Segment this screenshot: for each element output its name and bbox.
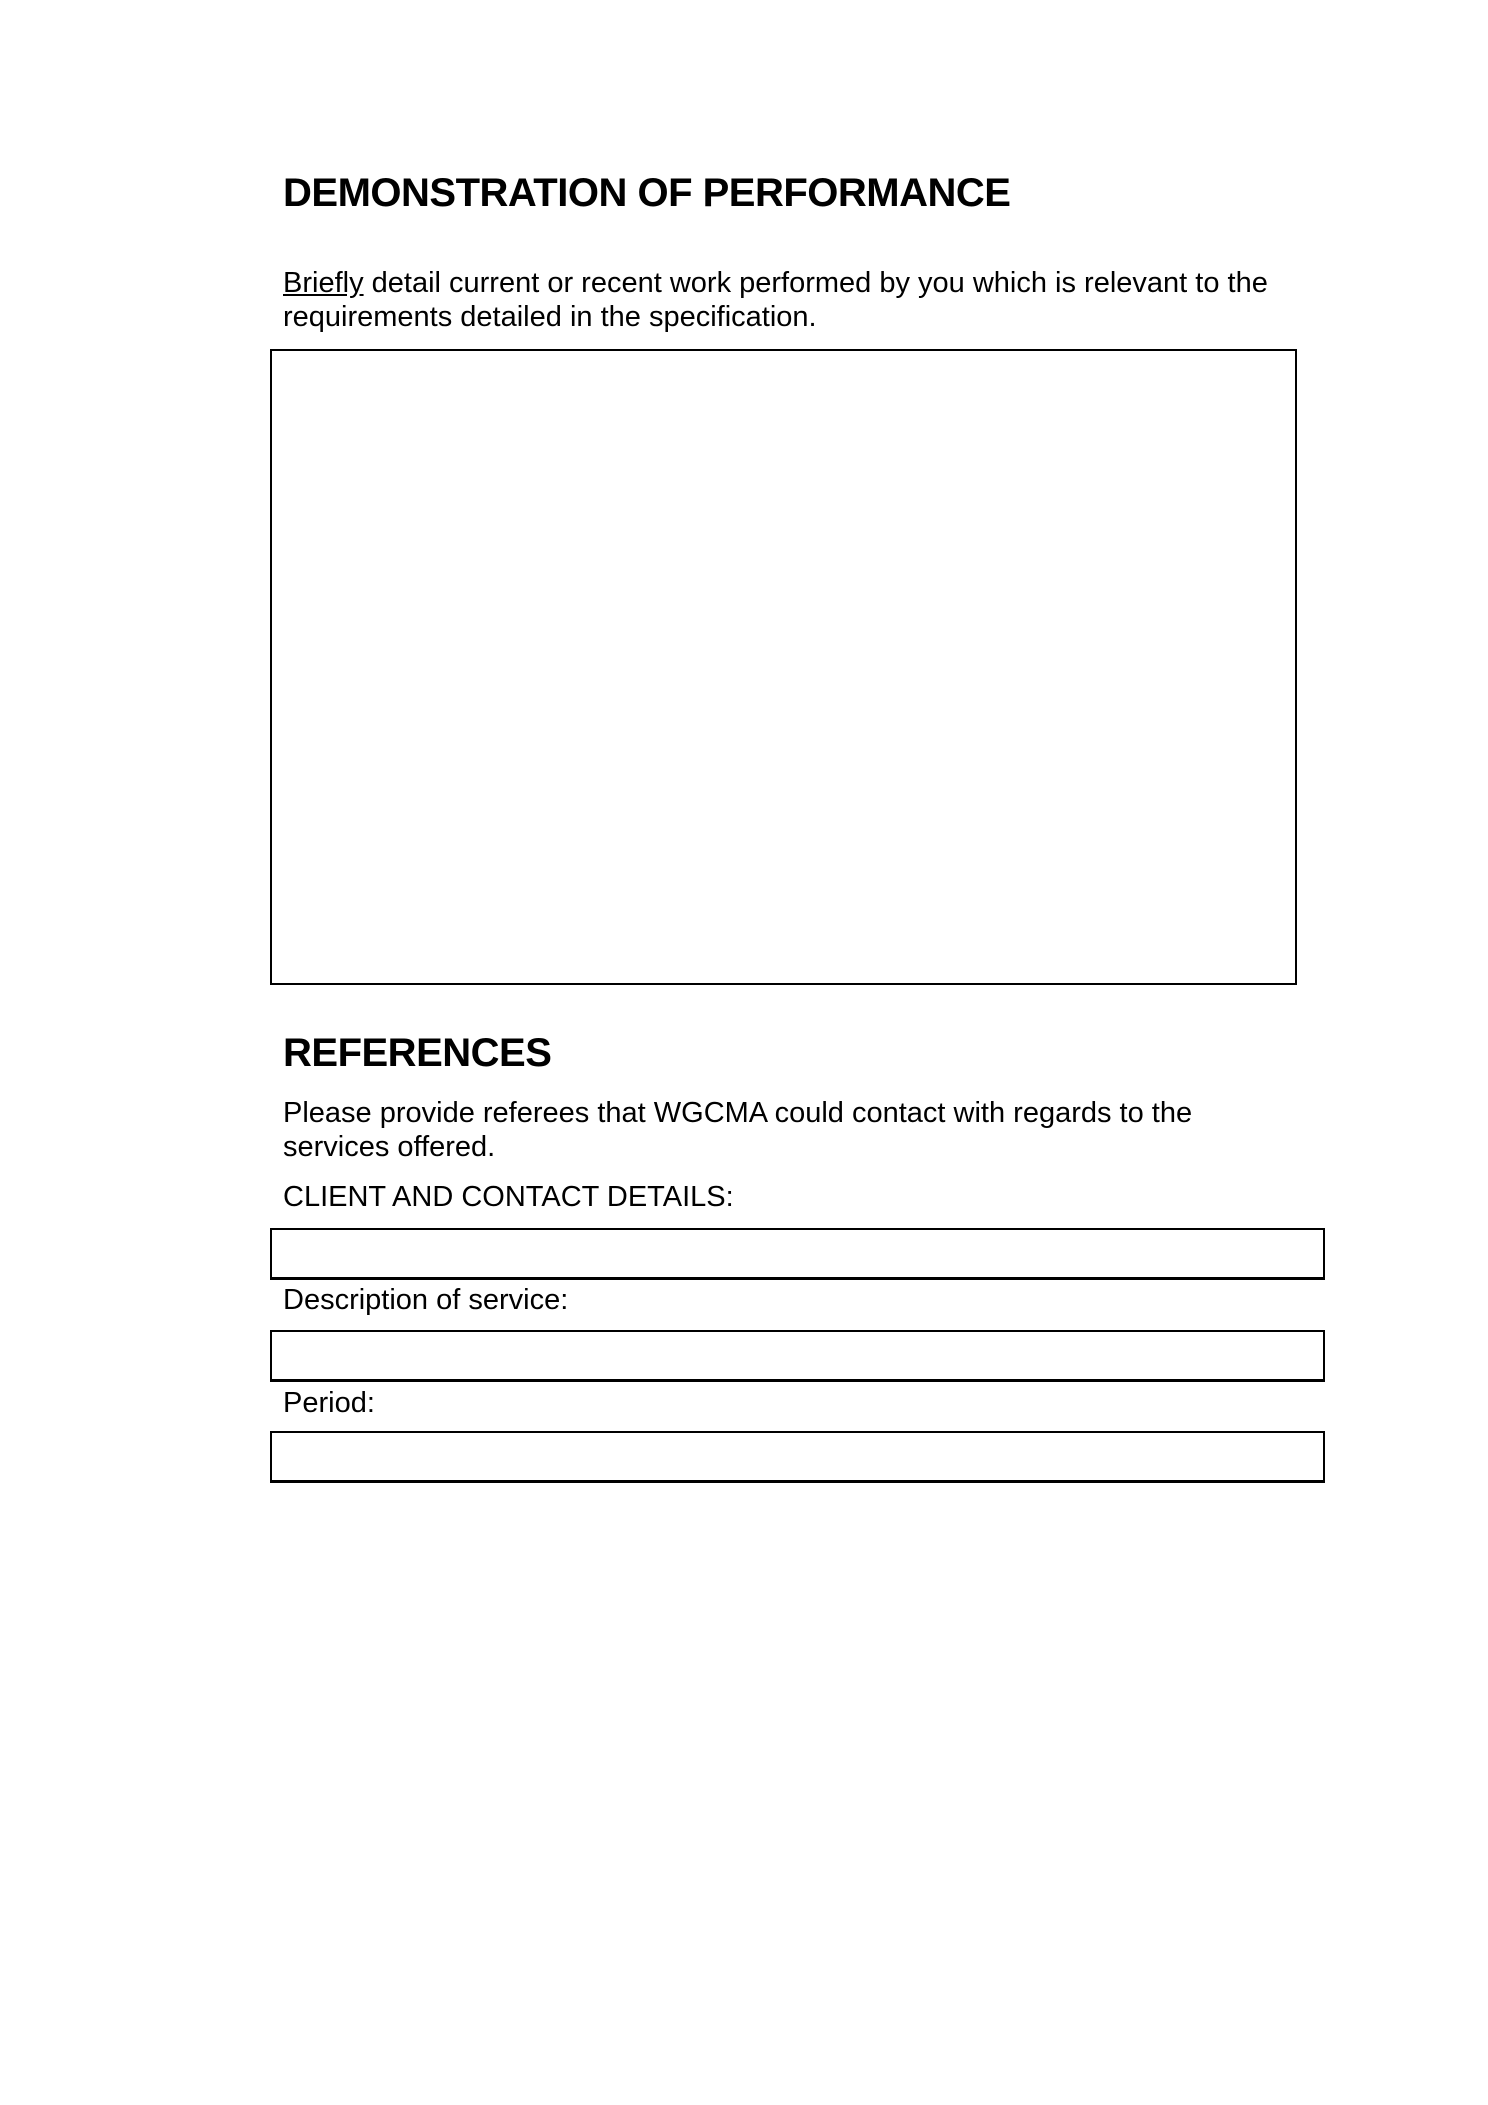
client-contact-details-label: CLIENT AND CONTACT DETAILS: xyxy=(283,1181,734,1213)
performance-intro-line2: requirements detailed in the specification. xyxy=(283,301,817,333)
references-intro-text xyxy=(283,1096,1192,1164)
underlined-word: Briefly xyxy=(283,267,364,299)
performance-details-box[interactable] xyxy=(270,349,1297,985)
performance-intro-text xyxy=(283,266,1268,334)
references-section-title: REFERENCES xyxy=(283,1031,552,1075)
description-of-service-label: Description of service: xyxy=(283,1284,569,1316)
performance-section-title: DEMONSTRATION OF PERFORMANCE xyxy=(283,171,1011,215)
period-label: Period: xyxy=(283,1387,375,1419)
period-field[interactable] xyxy=(270,1431,1325,1483)
performance-intro-line1 xyxy=(283,266,1268,300)
description-of-service-field[interactable] xyxy=(270,1330,1325,1382)
references-intro-line1: Please provide referees that WGCMA could contact with regards to the xyxy=(283,1097,1193,1129)
references-intro-line2: services offered. xyxy=(283,1131,496,1163)
client-contact-details-field[interactable] xyxy=(270,1228,1325,1280)
performance-intro-line1-rest: detail current or recent work performed by you which is relevant to the xyxy=(363,267,1268,299)
